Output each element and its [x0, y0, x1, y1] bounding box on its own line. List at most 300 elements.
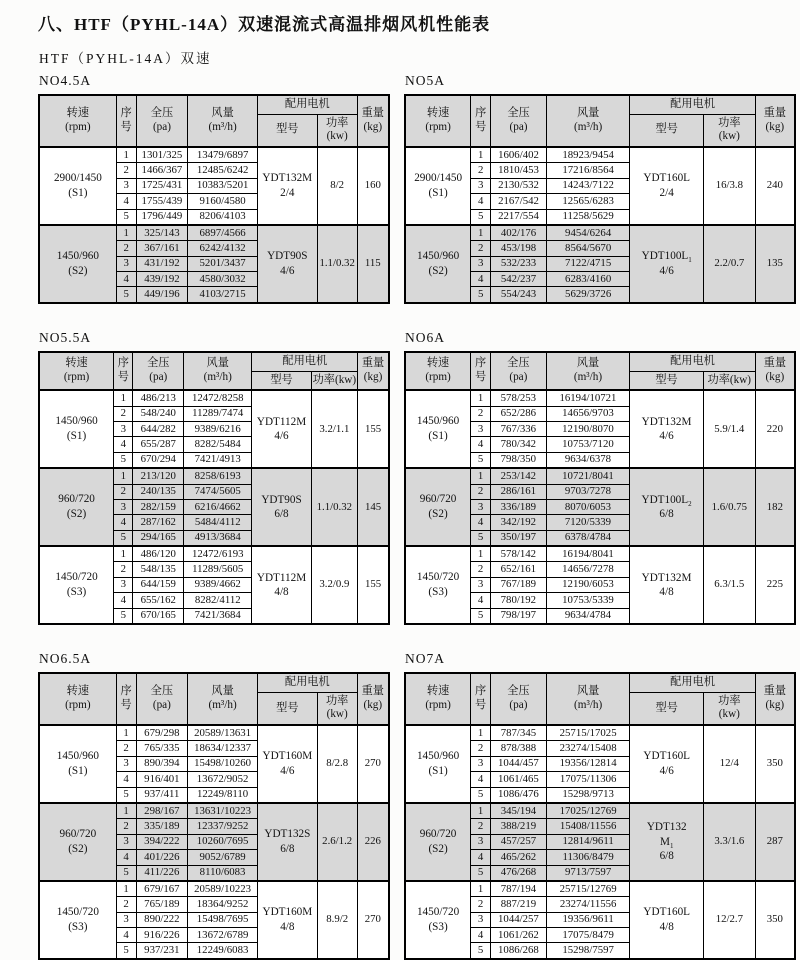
cell-flow: 23274/15408	[546, 741, 630, 756]
cell-motor-model: YDT160M 4/8	[257, 881, 317, 959]
cell-pressure: 367/161	[136, 241, 188, 256]
cell-index: 3	[114, 421, 133, 436]
cell-index: 4	[471, 850, 491, 865]
cell-flow: 8282/4112	[184, 593, 252, 608]
table-label: NO4.5A	[39, 73, 92, 88]
cell-motor-power: 3.2/0.9	[311, 546, 358, 624]
col-header-weight: 重量 (kg)	[755, 673, 795, 725]
table-label: NO5A	[405, 73, 445, 88]
cell-pressure: 286/161	[491, 484, 547, 499]
cell-motor-power: 3.2/1.1	[311, 390, 358, 468]
cell-pressure: 670/165	[133, 608, 184, 624]
cell-flow: 14656/9703	[546, 406, 630, 421]
cell-index: 3	[471, 178, 491, 193]
cell-index: 3	[116, 912, 136, 927]
cell-index: 2	[116, 163, 136, 178]
fan-spec-table	[404, 672, 796, 960]
cell-pressure: 644/159	[133, 577, 184, 592]
cell-speed-group: 1450/720 (S3)	[405, 881, 471, 959]
cell-pressure: 2130/532	[491, 178, 547, 193]
fan-spec-table	[38, 351, 390, 625]
cell-weight: 350	[755, 881, 795, 959]
cell-pressure: 402/176	[491, 225, 547, 241]
col-header-speed: 转速 (rpm)	[405, 673, 471, 725]
table-row	[405, 147, 795, 163]
cell-flow: 15498/7695	[188, 912, 258, 927]
cell-index: 2	[116, 241, 136, 256]
cell-flow: 7421/4913	[184, 452, 252, 468]
cell-flow: 6897/4566	[188, 225, 258, 241]
cell-pressure: 578/142	[491, 546, 547, 562]
cell-pressure: 1725/431	[136, 178, 188, 193]
cell-index: 1	[116, 725, 136, 741]
table-header	[405, 352, 795, 390]
cell-speed-group: 1450/960 (S1)	[39, 725, 116, 803]
cell-index: 1	[116, 225, 136, 241]
cell-speed-group: 1450/960 (S2)	[405, 225, 471, 303]
table-label: NO6A	[405, 329, 445, 345]
cell-pressure: 1061/262	[491, 928, 547, 943]
cell-pressure: 655/162	[133, 593, 184, 608]
cell-index: 2	[471, 241, 491, 256]
cell-speed-group: 1450/960 (S2)	[39, 225, 116, 303]
motor-model-subscript: 2	[688, 499, 692, 508]
cell-speed-group: 1450/960 (S1)	[405, 725, 471, 803]
cell-index: 3	[471, 499, 491, 514]
cell-flow: 9389/4662	[184, 577, 252, 592]
cell-flow: 8206/4103	[188, 209, 258, 225]
cell-pressure: 1810/453	[491, 163, 547, 178]
cell-index: 5	[116, 209, 136, 225]
cell-motor-power: 1.6/0.75	[703, 468, 755, 546]
cell-speed-group: 2900/1450 (S1)	[405, 147, 471, 225]
header-row	[405, 352, 795, 371]
table-header	[39, 673, 389, 725]
cell-flow: 23274/11556	[546, 897, 630, 912]
cell-flow: 7474/5605	[184, 484, 252, 499]
cell-index: 3	[471, 912, 491, 927]
col-header-speed: 转速 (rpm)	[405, 95, 471, 147]
table-row	[39, 390, 389, 406]
cell-pressure: 670/294	[133, 452, 184, 468]
cell-flow: 4580/3032	[188, 272, 258, 287]
cell-pressure: 765/189	[136, 897, 188, 912]
cell-flow: 13479/6897	[188, 147, 258, 163]
cell-flow: 17025/12769	[546, 803, 630, 819]
cell-pressure: 294/165	[133, 530, 184, 546]
cell-flow: 5629/3726	[546, 287, 629, 303]
cell-flow: 10753/7120	[546, 437, 630, 452]
col-header-pressure: 全压 (pa)	[491, 352, 547, 390]
cell-pressure: 937/411	[136, 787, 188, 803]
cell-motor-model: YDT132 $M_1$ 6/8	[630, 803, 704, 881]
col-header-flow: 风量 (m³/h)	[546, 95, 629, 147]
cell-index: 4	[116, 272, 136, 287]
table-section	[38, 651, 390, 960]
cell-speed-group: 1450/720 (S3)	[39, 546, 114, 624]
cell-index: 2	[471, 484, 491, 499]
cell-index: 5	[116, 865, 136, 881]
cell-pressure: 431/192	[136, 256, 188, 271]
cell-flow: 8282/5484	[184, 437, 252, 452]
cell-motor-power: 1.1/0.32	[317, 225, 357, 303]
cell-flow: 13672/6789	[188, 928, 258, 943]
cell-index: 4	[116, 928, 136, 943]
cell-flow: 9454/6264	[546, 225, 629, 241]
cell-pressure: 798/197	[491, 608, 547, 624]
table-body	[39, 725, 389, 959]
cell-pressure: 798/350	[491, 452, 547, 468]
cell-motor-power: 16/3.8	[704, 147, 756, 225]
cell-index: 2	[116, 741, 136, 756]
cell-index: 3	[471, 577, 491, 592]
cell-motor-power: 12/4	[704, 725, 756, 803]
table-row	[405, 803, 795, 819]
cell-motor-model: YDT112M 4/6	[252, 390, 311, 468]
col-header-flow: 风量 (m³/h)	[546, 352, 630, 390]
cell-pressure: 878/388	[491, 741, 547, 756]
cell-index: 3	[116, 256, 136, 271]
cell-index: 5	[471, 452, 491, 468]
table-row	[405, 725, 795, 741]
cell-motor-model: YDT132M 2/4	[257, 147, 317, 225]
cell-flow: 9634/4784	[546, 608, 630, 624]
table-section	[404, 330, 796, 625]
header-row	[405, 95, 795, 114]
cell-speed-group: 960/720 (S2)	[39, 468, 114, 546]
col-header-index: 序 号	[116, 673, 136, 725]
table-label: NO7A	[405, 651, 445, 667]
cell-index: 2	[471, 897, 491, 912]
motor-model-subscript: 1	[688, 256, 692, 265]
header-row	[405, 673, 795, 692]
cell-flow: 14656/7278	[546, 562, 630, 577]
cell-flow: 9052/6789	[188, 850, 258, 865]
table-row	[405, 390, 795, 406]
cell-index: 5	[471, 608, 491, 624]
col-header-flow: 风量 (m³/h)	[184, 352, 252, 390]
cell-flow: 12472/8258	[184, 390, 252, 406]
cell-motor-model: YDT160M 4/6	[257, 725, 317, 803]
table-row	[39, 725, 389, 741]
cell-flow: 12337/9252	[188, 819, 258, 834]
cell-pressure: 652/161	[491, 562, 547, 577]
cell-index: 1	[114, 390, 133, 406]
cell-pressure: 767/336	[491, 421, 547, 436]
table-label: NO6.5A	[39, 651, 92, 667]
cell-weight: 135	[755, 225, 795, 303]
cell-weight: 155	[358, 390, 389, 468]
cell-flow: 17075/8479	[546, 928, 630, 943]
cell-index: 2	[114, 562, 133, 577]
cell-pressure: 679/167	[136, 881, 188, 897]
motor-model-subscript: 1	[669, 841, 674, 850]
cell-flow: 12565/6283	[546, 194, 629, 209]
cell-pressure: 2217/554	[491, 209, 547, 225]
cell-pressure: 548/240	[133, 406, 184, 421]
cell-index: 3	[116, 178, 136, 193]
col-header-speed: 转速 (rpm)	[405, 352, 471, 390]
cell-speed-group: 1450/960 (S1)	[405, 390, 471, 468]
table-header	[405, 673, 795, 725]
cell-weight: 220	[755, 390, 795, 468]
cell-flow: 18634/12337	[188, 741, 258, 756]
header-row	[39, 352, 389, 371]
cell-flow: 17075/11306	[546, 772, 630, 787]
cell-pressure: 937/231	[136, 943, 188, 959]
cell-weight: 160	[357, 147, 389, 225]
cell-pressure: 887/219	[491, 897, 547, 912]
cell-flow: 11289/7474	[184, 406, 252, 421]
cell-flow: 7120/5339	[546, 515, 630, 530]
col-header-flow: 风量 (m³/h)	[188, 673, 258, 725]
cell-flow: 10260/7695	[188, 834, 258, 849]
header-row	[39, 95, 389, 114]
fan-spec-table	[404, 351, 796, 625]
cell-pressure: 890/394	[136, 756, 188, 771]
cell-motor-model: YDT132S 6/8	[257, 803, 317, 881]
table-body	[405, 147, 795, 303]
col-header-motor-group: 配用电机	[257, 95, 357, 114]
cell-flow: 4913/3684	[184, 530, 252, 546]
cell-weight: 182	[755, 468, 795, 546]
table-header	[405, 95, 795, 147]
col-header-power: 功率 (kw)	[704, 114, 756, 147]
cell-index: 4	[471, 437, 491, 452]
cell-flow: 7421/3684	[184, 608, 252, 624]
table-section	[404, 651, 796, 960]
col-header-model: 型号	[630, 114, 704, 147]
cell-index: 4	[471, 515, 491, 530]
col-header-speed: 转速 (rpm)	[39, 352, 114, 390]
cell-index: 1	[471, 881, 491, 897]
cell-flow: 20589/13631	[188, 725, 258, 741]
cell-index: 1	[114, 468, 133, 484]
cell-motor-power: 2.2/0.7	[704, 225, 756, 303]
cell-weight: 240	[755, 147, 795, 225]
cell-flow: 5201/3437	[188, 256, 258, 271]
col-header-weight: 重量 (kg)	[358, 352, 389, 390]
cell-pressure: 342/192	[491, 515, 547, 530]
cell-flow: 18923/9454	[546, 147, 629, 163]
cell-flow: 11289/5605	[184, 562, 252, 577]
cell-flow: 12472/6193	[184, 546, 252, 562]
cell-index: 2	[471, 163, 491, 178]
col-header-motor-group: 配用电机	[252, 352, 358, 371]
table-section	[404, 73, 796, 304]
cell-pressure: 679/298	[136, 725, 188, 741]
cell-pressure: 388/219	[491, 819, 547, 834]
col-header-model: 型号	[252, 371, 311, 390]
cell-pressure: 282/159	[133, 499, 184, 514]
cell-pressure: 554/243	[491, 287, 547, 303]
cell-pressure: 401/226	[136, 850, 188, 865]
cell-pressure: 787/345	[491, 725, 547, 741]
cell-flow: 16194/8041	[546, 546, 630, 562]
cell-speed-group: 1450/960 (S1)	[39, 390, 114, 468]
cell-pressure: 1086/268	[491, 943, 547, 959]
col-header-speed: 转速 (rpm)	[39, 95, 116, 147]
cell-weight: 270	[357, 881, 389, 959]
cell-flow: 6216/4662	[184, 499, 252, 514]
cell-motor-model: YDT160L 4/6	[630, 725, 704, 803]
col-header-index: 序 号	[116, 95, 136, 147]
col-header-power: 功率 (kw)	[317, 114, 357, 147]
cell-pressure: 486/213	[133, 390, 184, 406]
cell-pressure: 411/226	[136, 865, 188, 881]
cell-index: 1	[471, 390, 491, 406]
cell-pressure: 780/342	[491, 437, 547, 452]
table-row	[39, 225, 389, 241]
cell-flow: 12485/6242	[188, 163, 258, 178]
col-header-power: 功率(kw)	[311, 371, 358, 390]
cell-speed-group: 2900/1450 (S1)	[39, 147, 116, 225]
cell-flow: 11258/5629	[546, 209, 629, 225]
col-header-model: 型号	[257, 114, 317, 147]
cell-pressure: 240/135	[133, 484, 184, 499]
col-header-motor-group: 配用电机	[257, 673, 357, 692]
cell-index: 2	[114, 406, 133, 421]
cell-flow: 12814/9611	[546, 834, 630, 849]
cell-speed-group: 1450/720 (S3)	[39, 881, 116, 959]
table-label: NO5.5A	[39, 329, 92, 345]
cell-pressure: 1606/402	[491, 147, 547, 163]
cell-flow: 10383/5201	[188, 178, 258, 193]
cell-flow: 12190/6053	[546, 577, 630, 592]
cell-flow: 12249/6083	[188, 943, 258, 959]
col-header-index: 序 号	[114, 352, 133, 390]
cell-pressure: 350/197	[491, 530, 547, 546]
cell-flow: 14243/7122	[546, 178, 629, 193]
cell-index: 5	[114, 530, 133, 546]
fan-spec-table	[38, 94, 390, 304]
cell-index: 5	[116, 287, 136, 303]
col-header-speed: 转速 (rpm)	[39, 673, 116, 725]
col-header-weight: 重量 (kg)	[755, 352, 795, 390]
cell-index: 3	[116, 834, 136, 849]
cell-flow: 9713/7597	[546, 865, 630, 881]
table-row	[39, 803, 389, 819]
cell-motor-power: 6.3/1.5	[703, 546, 755, 624]
cell-motor-model: YDT160L 2/4	[630, 147, 704, 225]
cell-motor-power: 8/2.8	[317, 725, 357, 803]
cell-pressure: 655/287	[133, 437, 184, 452]
table-header	[39, 352, 389, 390]
cell-weight: 287	[755, 803, 795, 881]
cell-flow: 10721/8041	[546, 468, 630, 484]
cell-motor-model: YDT90S 6/8	[252, 468, 311, 546]
table-body	[39, 147, 389, 303]
cell-index: 4	[471, 928, 491, 943]
table-body	[39, 390, 389, 624]
cell-speed-group: 960/720 (S2)	[405, 803, 471, 881]
table-section	[38, 330, 390, 625]
col-header-model: 型号	[257, 692, 317, 725]
table-row	[405, 468, 795, 484]
cell-pressure: 1301/325	[136, 147, 188, 163]
cell-motor-model: $YDT100L_1$ 4/6	[630, 225, 704, 303]
cell-index: 1	[471, 225, 491, 241]
cell-index: 1	[116, 147, 136, 163]
cell-flow: 15298/7597	[546, 943, 630, 959]
cell-weight: 226	[357, 803, 389, 881]
tables-grid	[38, 73, 798, 960]
col-header-pressure: 全压 (pa)	[136, 95, 188, 147]
fan-spec-table	[404, 94, 796, 304]
cell-flow: 25715/12769	[546, 881, 630, 897]
col-header-motor-group: 配用电机	[630, 352, 756, 371]
cell-motor-power: 8.9/2	[317, 881, 357, 959]
cell-flow: 7122/4715	[546, 256, 629, 271]
cell-motor-power: 2.6/1.2	[317, 803, 357, 881]
cell-flow: 10753/5339	[546, 593, 630, 608]
col-header-power: 功率(kw)	[703, 371, 755, 390]
col-header-index: 序 号	[471, 673, 491, 725]
col-header-weight: 重量 (kg)	[357, 95, 389, 147]
cell-flow: 5484/4112	[184, 515, 252, 530]
cell-pressure: 298/167	[136, 803, 188, 819]
col-header-model: 型号	[630, 371, 704, 390]
cell-motor-power: 1.1/0.32	[311, 468, 358, 546]
cell-motor-model: YDT160L 4/8	[630, 881, 704, 959]
cell-flow: 18364/9252	[188, 897, 258, 912]
cell-flow: 8110/6083	[188, 865, 258, 881]
cell-index: 5	[471, 943, 491, 959]
cell-index: 2	[114, 484, 133, 499]
cell-pressure: 345/194	[491, 803, 547, 819]
cell-motor-power: 5.9/1.4	[703, 390, 755, 468]
cell-index: 3	[116, 756, 136, 771]
cell-flow: 13672/9052	[188, 772, 258, 787]
cell-index: 2	[471, 562, 491, 577]
cell-motor-model: YDT132M 4/6	[630, 390, 704, 468]
cell-pressure: 1796/449	[136, 209, 188, 225]
cell-pressure: 486/120	[133, 546, 184, 562]
cell-index: 2	[471, 819, 491, 834]
col-header-pressure: 全压 (pa)	[133, 352, 184, 390]
cell-index: 4	[116, 850, 136, 865]
cell-index: 4	[471, 272, 491, 287]
cell-pressure: 787/194	[491, 881, 547, 897]
cell-flow: 8564/5670	[546, 241, 629, 256]
cell-pressure: 532/233	[491, 256, 547, 271]
cell-index: 5	[471, 530, 491, 546]
cell-index: 2	[116, 819, 136, 834]
cell-index: 5	[116, 787, 136, 803]
cell-pressure: 1466/367	[136, 163, 188, 178]
cell-index: 3	[471, 834, 491, 849]
cell-index: 1	[471, 546, 491, 562]
cell-motor-model: YDT132M 4/8	[630, 546, 704, 624]
cell-index: 1	[471, 725, 491, 741]
col-header-pressure: 全压 (pa)	[136, 673, 188, 725]
cell-pressure: 542/237	[491, 272, 547, 287]
cell-index: 5	[471, 287, 491, 303]
cell-pressure: 1755/439	[136, 194, 188, 209]
cell-index: 1	[116, 803, 136, 819]
cell-flow: 6283/4160	[546, 272, 629, 287]
cell-speed-group: 960/720 (S2)	[405, 468, 471, 546]
cell-index: 2	[116, 897, 136, 912]
cell-flow: 19356/12814	[546, 756, 630, 771]
table-body	[405, 390, 795, 624]
cell-index: 5	[471, 209, 491, 225]
cell-speed-group: 960/720 (S2)	[39, 803, 116, 881]
cell-weight: 145	[358, 468, 389, 546]
cell-pressure: 548/135	[133, 562, 184, 577]
cell-flow: 25715/17025	[546, 725, 630, 741]
cell-flow: 12249/8110	[188, 787, 258, 803]
